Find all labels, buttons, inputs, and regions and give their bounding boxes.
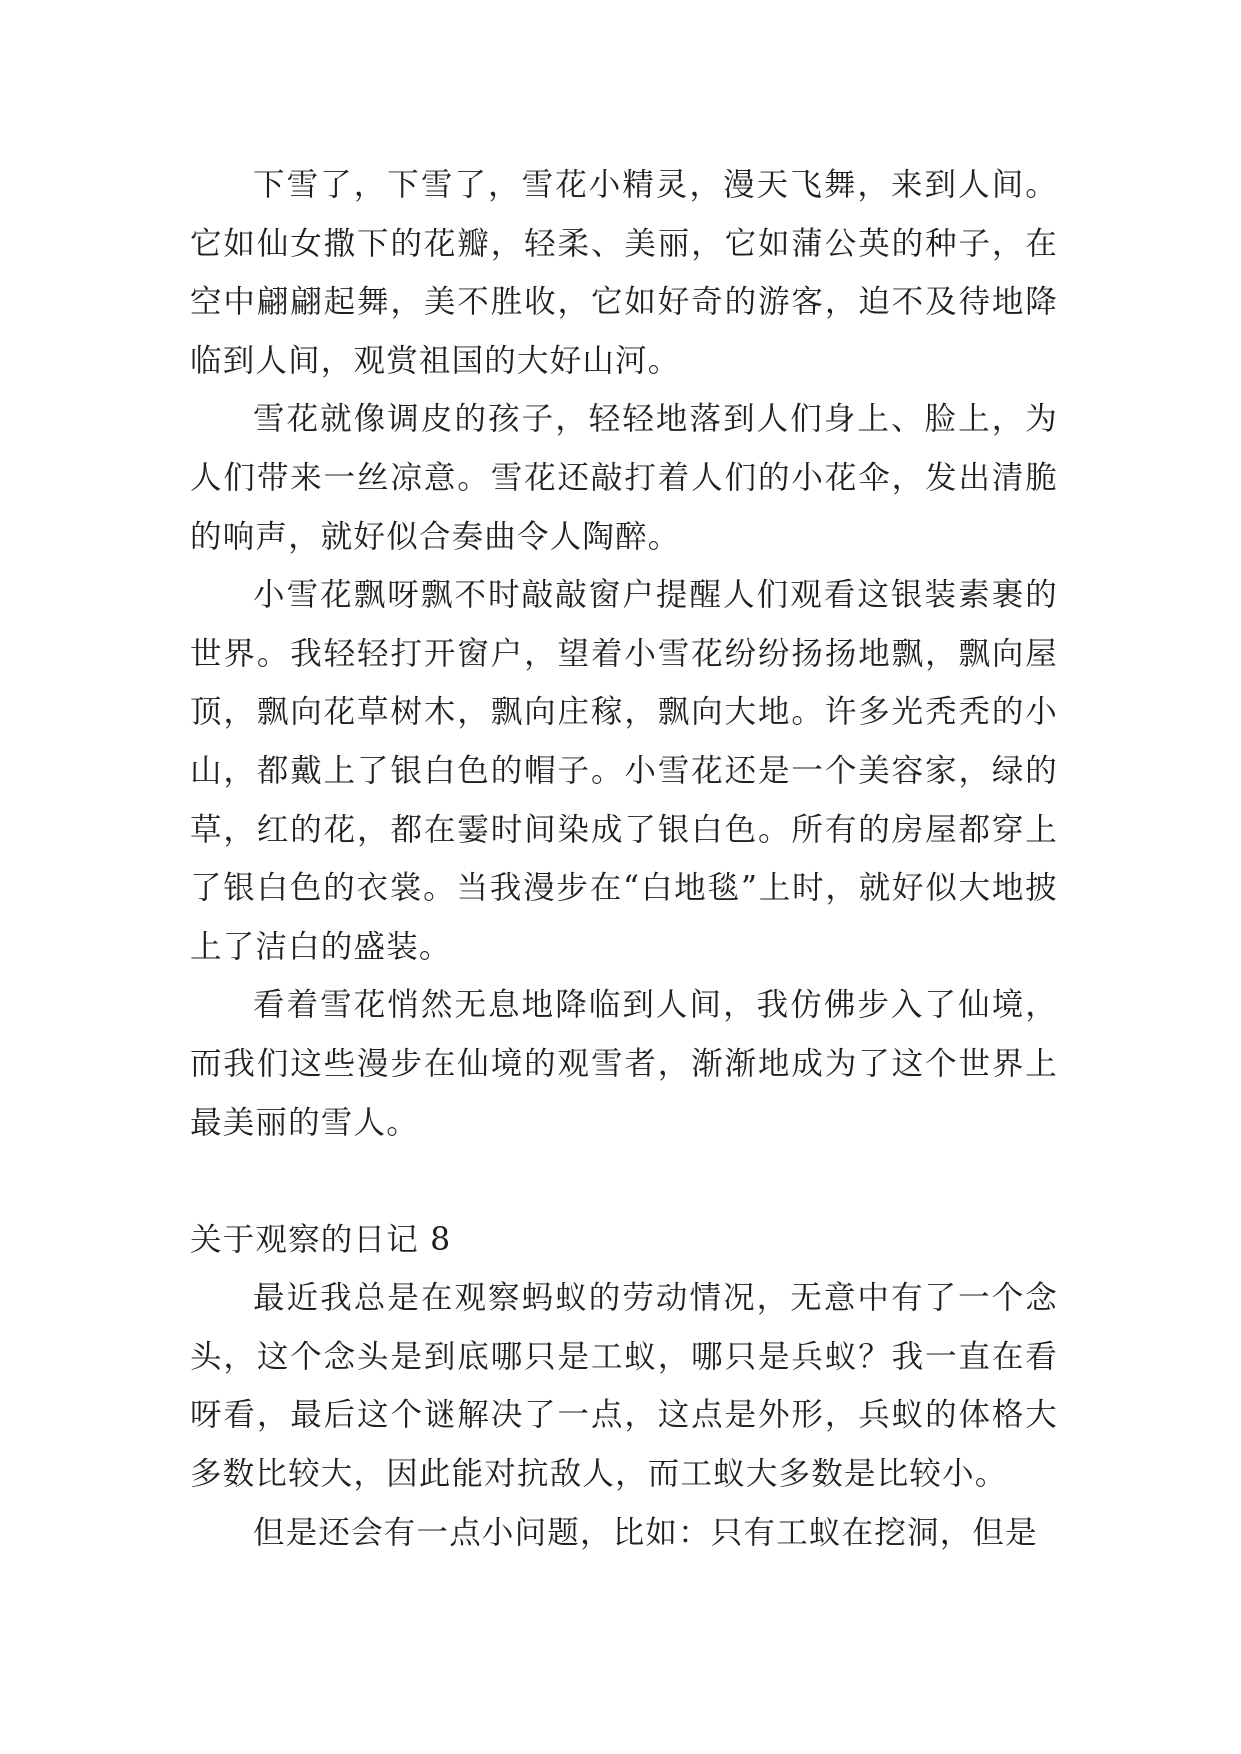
paragraph-snow-playful: 雪花就像调皮的孩子，轻轻地落到人们身上、脸上，为人们带来一丝凉意。雪花还敲打着人们的小花伞，发出清脆的响声，就好似合奏曲令人陶醉。 bbox=[190, 401, 1058, 555]
document-body bbox=[190, 156, 1058, 1562]
paragraph-ants-question: 但是还会有一点小问题，比如：只有工蚁在挖洞，但是 bbox=[253, 1514, 1038, 1551]
paragraph-snow-window: 小雪花飘呀飘不时敲敲窗户提醒人们观看这银装素裹的世界。我轻轻打开窗户，望着小雪花纷纷扬扬地飘，飘向屋顶，飘向花草树木，飘向庄稼，飘向大地。许多光秃秃的小山，都戴上了银白色的帽子。小雪花还是一个美容家，绿的草，红的花，都在霎时间染成了银白色。所有的房屋都穿上了银白色的衣裳。当我漫步在“白地毯”上时，就好似大地披上了洁白的盛装。 bbox=[190, 577, 1058, 965]
diary-heading: 关于观察的日记 8 bbox=[190, 1221, 452, 1258]
paragraph-snow-intro: 下雪了，下雪了，雪花小精灵，漫天飞舞，来到人间。它如仙女撒下的花瓣，轻柔、美丽，它如蒲公英的种子，在空中翩翩起舞，美不胜收，它如好奇的游客，迫不及待地降临到人间，观赏祖国的大好山河。 bbox=[190, 167, 1058, 379]
paragraph-snow-ending: 看着雪花悄然无息地降临到人间，我仿佛步入了仙境，而我们这些漫步在仙境的观雪者，渐渐地成为了这个世界上最美丽的雪人。 bbox=[190, 987, 1058, 1141]
paragraph-ants-observation: 最近我总是在观察蚂蚁的劳动情况，无意中有了一个念头，这个念头是到底哪只是工蚁，哪只是兵蚁？我一直在看呀看，最后这个谜解决了一点，这点是外形，兵蚁的体格大多数比较大，因此能对抗敌人，而工蚁大多数是比较小。 bbox=[190, 1280, 1058, 1493]
